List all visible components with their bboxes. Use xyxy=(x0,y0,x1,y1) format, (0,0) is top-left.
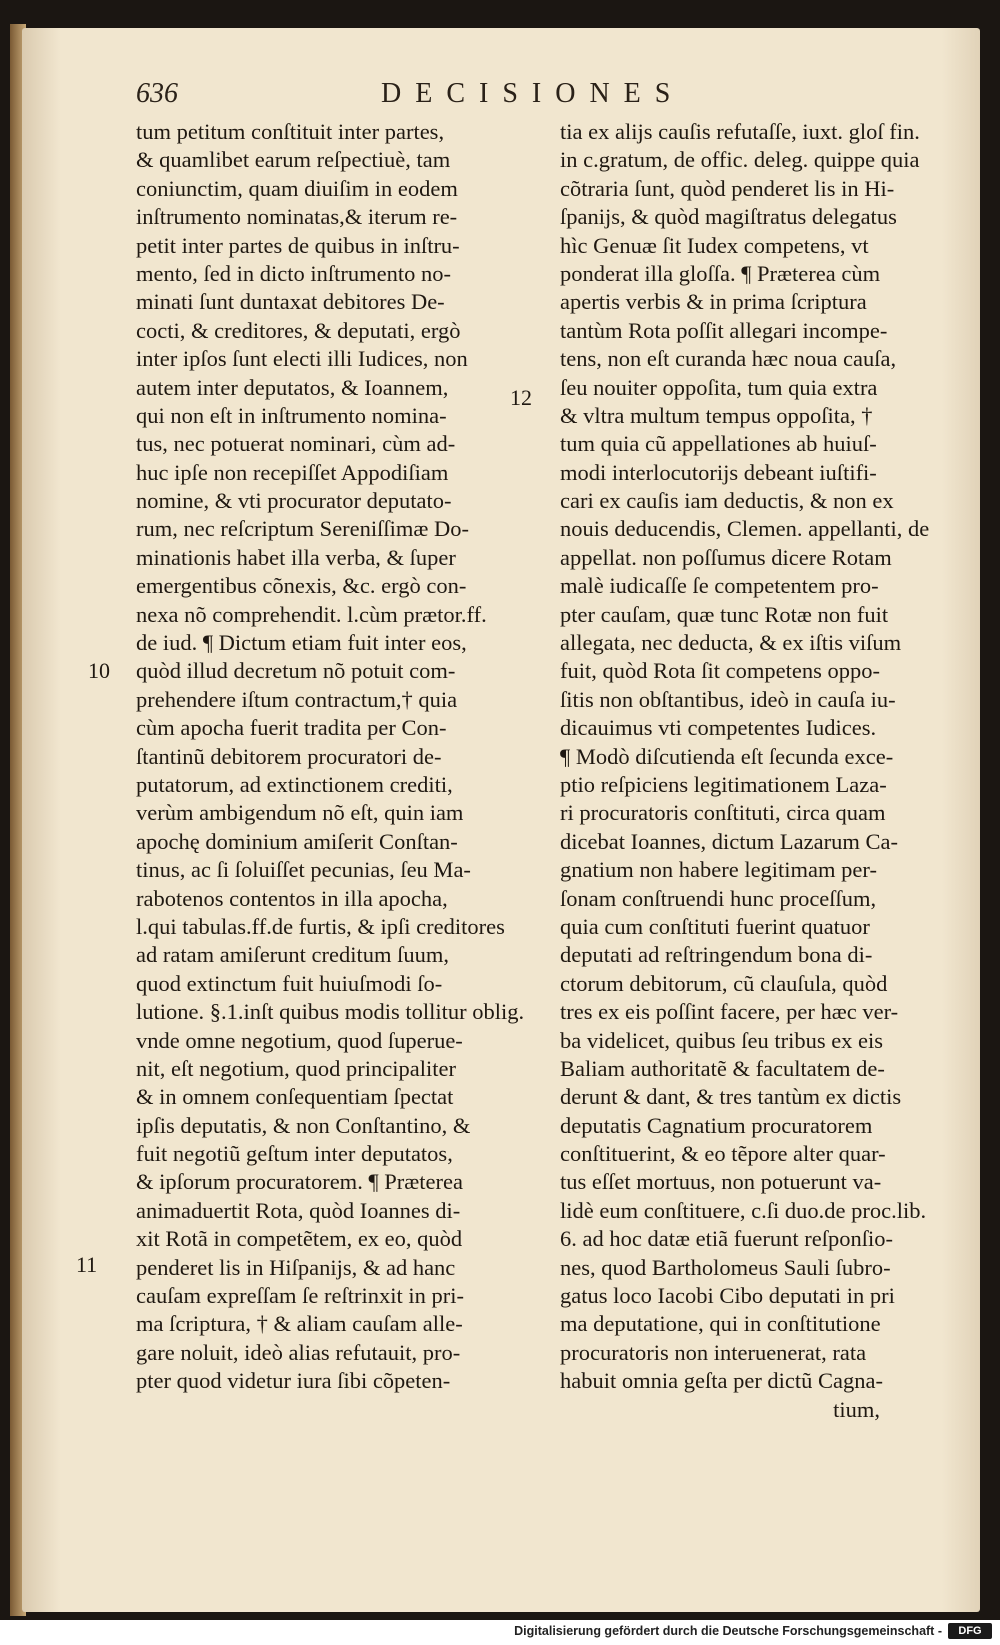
right-column-line: tium, xyxy=(833,1396,880,1422)
right-column-line: appellat. non poſſumus dicere Rotam xyxy=(560,544,892,570)
right-column-line: habuit omnia geſta per dictũ Cagna- xyxy=(560,1368,884,1394)
right-column-line: apertis verbis & in prima ſcriptura xyxy=(560,289,867,315)
right-column-line: tantùm Rota poſſit allegari incompe- xyxy=(560,317,888,343)
right-column-line: derunt & dant, & tres tantùm ex dictis xyxy=(560,1084,902,1110)
left-column-line: minationis habet illa verba, & ſuper xyxy=(136,544,456,570)
dfg-logo: DFG xyxy=(948,1623,992,1639)
marginal-number-10: 10 xyxy=(88,658,110,683)
left-column-line: prehendere iſtum contractum,† quia xyxy=(136,686,458,712)
left-column-line: lutione. §.1.inſt quibus modis tollitur oblig. xyxy=(136,999,525,1025)
right-column-line: dicebat Ioannes, dictum Lazarum Ca- xyxy=(560,828,898,854)
right-column-line: pter cauſam, quæ tunc Rotæ non fuit xyxy=(560,601,889,627)
left-column-line: tinus, ac ſi ſoluiſſet pecunias, ſeu Ma- xyxy=(136,857,471,883)
left-column-line: huc ipſe non recepiſſet Appodiſiam xyxy=(136,459,449,485)
right-column-line: gnatium non habere legitimam per- xyxy=(560,857,877,883)
left-column-line: putatorum, ad extinctionem crediti, xyxy=(136,771,453,797)
right-column-line: deputati ad reſtringendum bona di- xyxy=(560,942,873,968)
left-column-line: & in omnem conſequentiam ſpectat xyxy=(136,1084,454,1110)
left-column-line: de iud. ¶ Dictum etiam fuit inter eos, xyxy=(136,630,467,656)
left-column-line: coniunctim, quam diuiſim in eodem xyxy=(136,175,458,201)
right-column-line: modi interlocutorijs debeant iuſtifi- xyxy=(560,459,877,485)
right-column-line: tens, non eſt curanda hæc noua cauſa, xyxy=(560,346,897,372)
left-text-column xyxy=(136,118,526,1396)
left-column-line: qui non eſt in inſtrumento nomina- xyxy=(136,402,447,428)
left-column-line: pter quod videtur iura ſibi cõpeten- xyxy=(136,1368,451,1394)
right-column-line: deputatis Cagnatium procuratorem xyxy=(560,1112,873,1138)
left-column-line: apochę dominium amiſerit Conſtan- xyxy=(136,828,458,854)
left-column-line: ſtantinũ debitorem procuratori de- xyxy=(136,743,442,769)
right-column-line: cõtraria ſunt, quòd penderet lis in Hi- xyxy=(560,175,895,201)
right-column-line: ſpanijs, & quòd magiſtratus delegatus xyxy=(560,204,897,230)
right-column-line: dicauimus vti competentes Iudices. xyxy=(560,715,877,741)
left-column-line: mento, ſed in dicto inſtrumento no- xyxy=(136,260,451,286)
left-column-line: penderet lis in Hiſpanijs, & ad hanc xyxy=(136,1254,456,1280)
left-column-line: verùm ambigendum nõ eſt, quin iam xyxy=(136,800,464,826)
left-column-line: animaduertit Rota, quòd Ioannes di- xyxy=(136,1197,461,1223)
right-column-line: ponderat illa gloſſa. ¶ Præterea cùm xyxy=(560,260,881,286)
right-column-line: in c.gratum, de offic. deleg. quippe quia xyxy=(560,147,920,173)
right-column-line: procuratoris non interuenerat, rata xyxy=(560,1339,867,1365)
right-column-line: nouis deducendis, Clemen. appellanti, de xyxy=(560,516,930,542)
right-column-line: fuit, quòd Rota ſit competens oppo- xyxy=(560,658,880,684)
left-column-line: cauſam expreſſam ſe reſtrinxit in pri- xyxy=(136,1283,464,1309)
left-column-line: ad ratam amiſerunt creditum ſuum, xyxy=(136,942,450,968)
right-column-line: conſtituerint, & eo tẽpore alter quar- xyxy=(560,1141,886,1167)
right-column-line: ptio reſpiciens legitimationem Laza- xyxy=(560,771,887,797)
right-column-line: hìc Genuæ ſit Iudex competens, vt xyxy=(560,232,869,258)
left-column-line: tum petitum conſtituit inter partes, xyxy=(136,119,445,144)
right-column-line: 6. ad hoc datæ etiã fuerunt reſponſio- xyxy=(560,1226,894,1252)
marginal-number-11: 11 xyxy=(76,1252,98,1277)
right-column-line: tia ex alijs cauſis refutaſſe, iuxt. gloſ fin. xyxy=(560,119,920,144)
right-column-line: tus eſſet mortuus, non potuerunt va- xyxy=(560,1169,882,1195)
right-column-line: ¶ Modò diſcutienda eſt ſecunda exce- xyxy=(560,743,894,769)
right-column-line: nes, quod Bartholomeus Sauli ſubro- xyxy=(560,1254,891,1280)
right-column-line: ſitis non obſtantibus, ideò in cauſa iu- xyxy=(560,686,896,712)
right-column-line: malè iudicaſſe ſe competentem pro- xyxy=(560,573,879,599)
left-column-line: vnde omne negotium, quod ſuperue- xyxy=(136,1027,463,1053)
left-column-line: minati ſunt duntaxat debitores De- xyxy=(136,289,445,315)
right-column-line: gatus loco Iacobi Cibo deputati in pri xyxy=(560,1283,895,1309)
footer-funding-note: Digitalisierung gefördert durch die Deutsche Forschungsgemeinschaft - xyxy=(514,1624,942,1638)
left-column-line: xit Rotã in competẽtem, ex eo, quòd xyxy=(136,1226,463,1252)
left-column-line: inter ipſos ſunt electi illi Iudices, non xyxy=(136,346,468,372)
right-column-line: ma deputatione, qui in conſtitutione xyxy=(560,1311,881,1337)
page-number: 636 xyxy=(136,78,178,109)
right-column-line: lidè eum conſtituere, c.ſi duo.de proc.lib. xyxy=(560,1197,927,1223)
page-header xyxy=(136,78,916,118)
left-column-line: rum, nec reſcriptum Sereniſſimæ Do- xyxy=(136,516,470,542)
left-column-line: ipſis deputatis, & non Conſtantino, & xyxy=(136,1112,471,1138)
left-column-line: emergentibus cõnexis, &c. ergò con- xyxy=(136,573,467,599)
left-column-line: l.qui tabulas.ff.de furtis, & ipſi creditores xyxy=(136,913,505,939)
left-column-line: & ipſorum procuratorem. ¶ Præterea xyxy=(136,1169,463,1195)
right-column-line: & vltra multum tempus oppoſita, † xyxy=(560,402,873,428)
right-column-line: allegata, nec deducta, & ex iſtis viſum xyxy=(560,630,902,656)
left-column-line: tus, nec potuerat nominari, cùm ad- xyxy=(136,431,456,457)
footer-bar xyxy=(0,1620,1000,1645)
left-column-line: quod extinctum fuit huiuſmodi ſo- xyxy=(136,970,443,996)
right-column-line: tum quia cũ appellationes ab huiuſ- xyxy=(560,431,877,457)
right-column-line: ſeu nouiter oppoſita, tum quia extra xyxy=(560,374,878,400)
right-text-column xyxy=(560,118,950,1424)
right-column-line: ſonam conſtruendi hunc proceſſum, xyxy=(560,885,877,911)
left-column-line: & quamlibet earum reſpectiuè, tam xyxy=(136,147,451,173)
marginal-number-12: 12 xyxy=(510,385,532,410)
left-column-line: autem inter deputatos, & Ioannem, xyxy=(136,374,449,400)
left-column-line: cocti, & creditores, & deputati, ergò xyxy=(136,317,461,343)
left-column-line: gare noluit, ideò alias refutauit, pro- xyxy=(136,1339,461,1365)
running-title: DECISIONES xyxy=(381,78,685,109)
left-column-line: nexa nõ comprehendit. l.cùm prætor.ff. xyxy=(136,601,487,627)
left-column-line: cùm apocha fuerit tradita per Con- xyxy=(136,715,447,741)
right-column-line: ri procuratoris conſtituti, circa quam xyxy=(560,800,886,826)
left-column-line: inſtrumento nominatas,& iterum re- xyxy=(136,204,458,230)
right-column-line: tres ex eis poſſint facere, per hæc ver- xyxy=(560,999,899,1025)
right-column-line: ctorum debitorum, cũ clauſula, quòd xyxy=(560,970,888,996)
left-column-line: nomine, & vti procurator deputato- xyxy=(136,488,452,514)
right-column-line: Baliam authoritatẽ & facultatem de- xyxy=(560,1055,885,1081)
left-column-line: nit, eſt negotium, quod principaliter xyxy=(136,1055,456,1081)
right-column-line: quia cum conſtituti fuerint quatuor xyxy=(560,913,870,939)
left-column-line: fuit negotiũ geſtum inter deputatos, xyxy=(136,1141,453,1167)
right-column-line: cari ex cauſis iam deductis, & non ex xyxy=(560,488,894,514)
left-column-line: ma ſcriptura, † & aliam cauſam alle- xyxy=(136,1311,463,1337)
left-column-line: quòd illud decretum nõ potuit com- xyxy=(136,658,456,684)
left-column-line: rabotenos contentos in illa apocha, xyxy=(136,885,448,911)
left-column-line: petit inter partes de quibus in inſtru- xyxy=(136,232,460,258)
right-column-line: ba videlicet, quibus ſeu tribus ex eis xyxy=(560,1027,884,1053)
